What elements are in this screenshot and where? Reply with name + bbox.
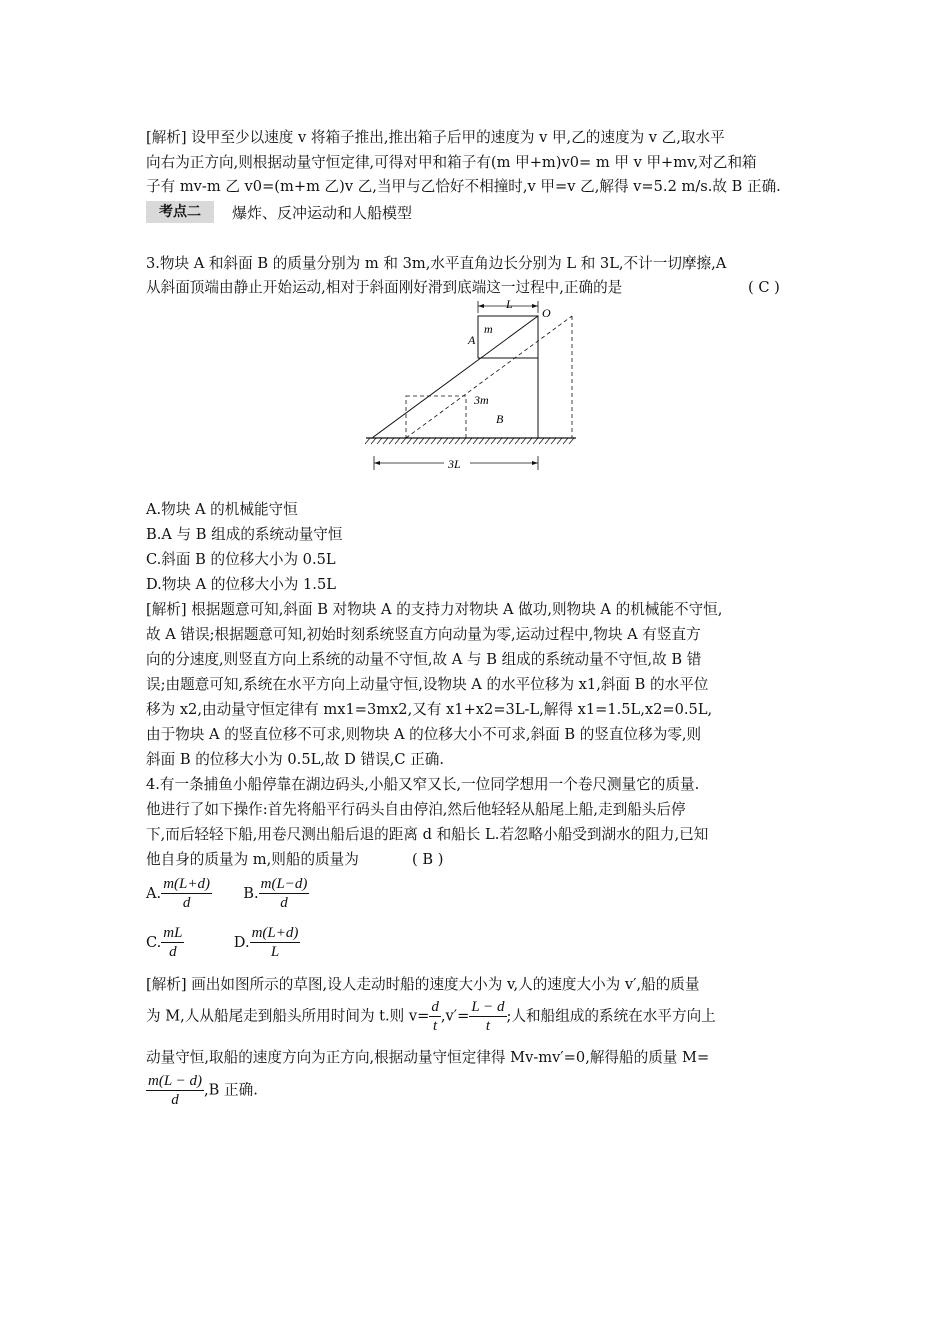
ground-hatch	[425, 438, 430, 444]
q4-analysis-line2: 为 M,人从船尾走到船头所用时间为 t.则 v= $\frac{d}{t}$ ,v′= $\frac{L - d}{t}$ ;人和船组成的系统在水平方向上	[146, 999, 716, 1034]
ground-hatch	[443, 438, 448, 444]
ground-hatch	[371, 438, 376, 444]
ground-hatch	[557, 438, 562, 444]
q4-analysis-line: [解析] 画出如图所示的草图,设人走动时船的速度大小为 v,人的速度大小为 v′,船的质量	[146, 976, 700, 993]
q3-option-a: A.物块 A 的机械能守恒	[146, 501, 298, 518]
label-top-len: L	[506, 298, 513, 311]
label-o: O	[542, 306, 551, 320]
section-title: 爆炸、反冲运动和人船模型	[232, 204, 413, 222]
q3-option-b: B.A 与 B 组成的系统动量守恒	[146, 526, 343, 543]
q4-options-row1	[146, 875, 309, 912]
ground-hatch	[527, 438, 532, 444]
q3-option-c: C.斜面 B 的位移大小为 0.5L	[146, 551, 336, 568]
q3-analysis-line: 向的分速度,则竖直方向上系统的动量不守恒,故 A 与 B 组成的系统动量不守恒,故 B 错	[146, 651, 702, 668]
ground-hatch	[455, 438, 460, 444]
q3-stem: 从斜面顶端由静止开始运动,相对于斜面刚好滑到底端这一过程中,正确的是	[146, 279, 623, 296]
label-wedge-b: B	[496, 412, 504, 426]
q2-analysis-line: 向右为正方向,则根据动量守恒定律,可得对甲和箱子有(m 甲+m)v0= m 甲 v 甲+mv,对乙和箱	[146, 154, 757, 171]
ground-hatch	[491, 438, 496, 444]
ground-hatch	[503, 438, 508, 444]
label-base-len: 3L	[448, 457, 461, 471]
ground-hatch	[431, 438, 436, 444]
ground-hatch	[365, 438, 370, 444]
q2-analysis-line: 子有 mv-m 乙 v0=(m+m 乙)v 乙,当甲与乙恰好不相撞时,v 甲=v 乙,解得 v=5.2 m/s.故 B 正确.	[146, 178, 781, 195]
ground-hatch	[419, 438, 424, 444]
q3-analysis-line: 移为 x2,由动量守恒定律有 mx1=3mx2,又有 x1+x2=3L-L,解得 x1=1.5L,x2=0.5L,	[146, 701, 713, 718]
ground-hatch	[461, 438, 466, 444]
q4-options-row2	[146, 924, 300, 961]
label-block-mass: m	[484, 322, 493, 336]
ground-hatch	[545, 438, 550, 444]
ground-hatch	[485, 438, 490, 444]
q4-stem: 他自身的质量为 m,则船的质量为	[146, 851, 359, 868]
ground-hatch	[473, 438, 478, 444]
q3-analysis-line: [解析] 根据题意可知,斜面 B 对物块 A 的支持力对物块 A 做功,则物块 A 的机械能不守恒,	[146, 601, 723, 618]
q4-option-d: D. $\frac{m(L+d)}{L}$	[233, 925, 299, 960]
q2-analysis-line: [解析] 设甲至少以速度 v 将箱子推出,推出箱子后甲的速度为 v 甲,乙的速度为 v 乙,取水平	[146, 129, 725, 146]
ground-hatch	[401, 438, 406, 444]
ground-hatch	[563, 438, 568, 444]
q4-stem: 他进行了如下操作:首先将船平行码头自由停泊,然后他轻轻从船尾上船,走到船头后停	[146, 801, 686, 818]
q4-analysis-line4: $\frac{m(L - d)}{d}$ ,B 正确.	[148, 1073, 258, 1108]
q4-answer: ( B )	[412, 851, 444, 868]
ground-hatch	[569, 438, 574, 444]
q4-stem: 下,而后轻轻下船,用卷尺测出船后退的距离 d 和船长 L.若忽略小船受到湖水的阻力,已知	[146, 826, 709, 843]
q3-analysis-line: 故 A 错误;根据题意可知,初始时刻系统竖直方向动量为零,运动过程中,物块 A 有竖直方	[146, 626, 701, 643]
ground-hatch	[551, 438, 556, 444]
q3-option-d: D.物块 A 的位移大小为 1.5L	[146, 576, 336, 593]
q3-stem: 3.物块 A 和斜面 B 的质量分别为 m 和 3m,水平直角边长分别为 L 和 3L,不计一切摩擦,A	[146, 255, 727, 272]
ground-hatch	[533, 438, 538, 444]
label-block-a: A	[468, 333, 476, 347]
q4-option-c: C. $\frac{mL}{d}$	[146, 925, 183, 960]
q4-option-b: B. $\frac{m(L-d)}{d}$	[243, 876, 308, 911]
ground-hatch	[395, 438, 400, 444]
ground-hatch	[437, 438, 442, 444]
q3-analysis-line: 由于物块 A 的竖直位移不可求,则物块 A 的位移大小不可求,斜面 B 的竖直位移为零,则	[146, 726, 702, 743]
q4-stem: 4.有一条捕鱼小船停靠在湖边码头,小船又窄又长,一位同学想用一个卷尺测量它的质量.	[146, 776, 700, 793]
ground-hatch	[539, 438, 544, 444]
ground-hatch	[449, 438, 454, 444]
ground-hatch	[377, 438, 382, 444]
ground-hatch	[407, 438, 412, 444]
ground-hatch	[497, 438, 502, 444]
ground-hatch	[383, 438, 388, 444]
ground-hatch	[389, 438, 394, 444]
q3-answer: ( C )	[748, 279, 780, 296]
section-badge: 考点二	[146, 201, 214, 223]
q4-analysis-line: 动量守恒,取船的速度方向为正方向,根据动量守恒定律得 Mv-mv′=0,解得船的质量 M=	[146, 1049, 710, 1066]
q3-analysis-line: 误;由题意可知,系统在水平方向上动量守恒,设物块 A 的水平位移为 x1,斜面 B 的水平位	[146, 676, 709, 693]
ground-hatch	[467, 438, 472, 444]
wedge-b	[372, 316, 538, 438]
q4-option-a: A. $\frac{m(L+d)}{d}$	[146, 876, 210, 911]
label-wedge-mass: 3m	[474, 393, 489, 407]
q3-analysis-line: 斜面 B 的位移大小为 0.5L,故 D 错误,C 正确.	[146, 751, 444, 768]
q3-figure	[362, 298, 592, 480]
ground-hatch	[515, 438, 520, 444]
ground-hatch	[509, 438, 514, 444]
ground-hatch	[521, 438, 526, 444]
ground-hatch	[479, 438, 484, 444]
ground-hatch	[413, 438, 418, 444]
